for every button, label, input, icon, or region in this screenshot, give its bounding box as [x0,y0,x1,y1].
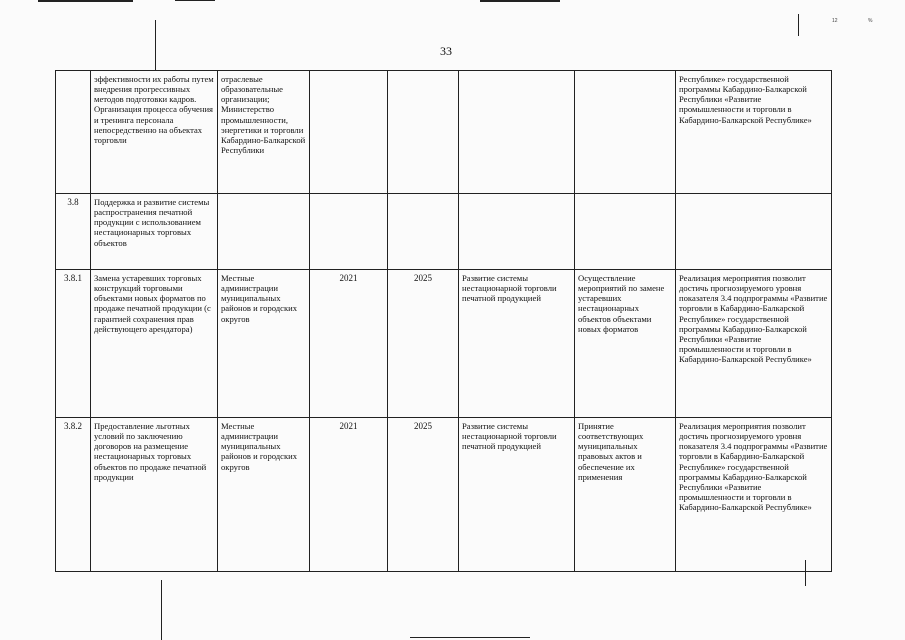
start-year: 2021 [310,418,388,572]
page-number: 33 [440,44,452,58]
scan-artifact-vertical-bottom [161,580,162,640]
program-measures-table [55,70,832,572]
executor: отраслевые образовательные организации; Министерство промышленности, энергетики и торговли Кабардино-Балкарской Республики [218,71,310,194]
indicator-link: Реализация мероприятия позволит достичь прогнозируемого уровня показателя 3.4 подпрограммы «Развитие торговли в Кабардино-Балкарской Республике» государственной программы Кабардино-Балкарской Республики «Развитие промышленности и торговли в Кабардино-Балкарской Республике» [676,270,832,418]
executor: Местные администрации муниципальных районов и городских округов [218,418,310,572]
measure-name: Замена устаревших торговых конструкций торговыми объектами новых форматов по продаже печатной продукции (с гарантией сохранения прав действующего арендатора) [91,270,218,418]
end-year: 2025 [388,270,459,418]
row-number: 3.8 [56,194,91,270]
expected-result [459,71,575,194]
scan-artifact-top-left [38,0,133,2]
row-number: 3.8.2 [56,418,91,572]
main-activities [575,71,676,194]
row-number [56,71,91,194]
corner-mark-1: 12 [832,18,838,24]
table-row [56,418,832,572]
scan-artifact-vertical-top [155,20,156,70]
start-year: 2021 [310,270,388,418]
executor [218,194,310,270]
end-year [388,71,459,194]
end-year: 2025 [388,418,459,572]
main-activities: Осуществление мероприятий по замене устаревших нестационарных объектов объектами новых форматов [575,270,676,418]
table-row [56,270,832,418]
scan-artifact-top-center [175,0,215,1]
end-year [388,194,459,270]
measure-name: Поддержка и развитие системы распространения печатной продукции с использованием нестационарных торговых объектов [91,194,218,270]
expected-result: Развитие системы нестационарной торговли печатной продукцией [459,418,575,572]
start-year [310,194,388,270]
expected-result [459,194,575,270]
scan-artifact-right-tick [798,14,799,36]
measure-name: Предоставление льготных условий по заключению договоров на размещение нестационарных торговых объектов по продаже печатной продукции [91,418,218,572]
table-row [56,71,832,194]
main-activities: Принятие соответствующих муниципальных правовых актов и обеспечение их применения [575,418,676,572]
scan-artifact-bottom-line [410,637,530,638]
measure-name: эффективности их работы путем внедрения прогрессивных методов подготовки кадров. Организация процесса обучения и тренинга персонала непосредственно на объектах торговли [91,71,218,194]
indicator-link [676,194,832,270]
corner-mark-2: % [868,18,873,24]
executor: Местные администрации муниципальных районов и городских округов [218,270,310,418]
row-number: 3.8.1 [56,270,91,418]
table-row [56,194,832,270]
indicator-link: Республике» государственной программы Кабардино-Балкарской Республики «Развитие промышленности и торговли в Кабардино-Балкарской Республике» [676,71,832,194]
expected-result: Развитие системы нестационарной торговли печатной продукцией [459,270,575,418]
indicator-link: Реализация мероприятия позволит достичь прогнозируемого уровня показателя 3.4 подпрограммы «Развитие торговли в Кабардино-Балкарской Республике» государственной программы Кабардино-Балкарской Республики «Развитие промышленности и торговли в Кабардино-Балкарской Республике» [676,418,832,572]
start-year [310,71,388,194]
main-activities [575,194,676,270]
scan-artifact-top-right [480,0,560,2]
